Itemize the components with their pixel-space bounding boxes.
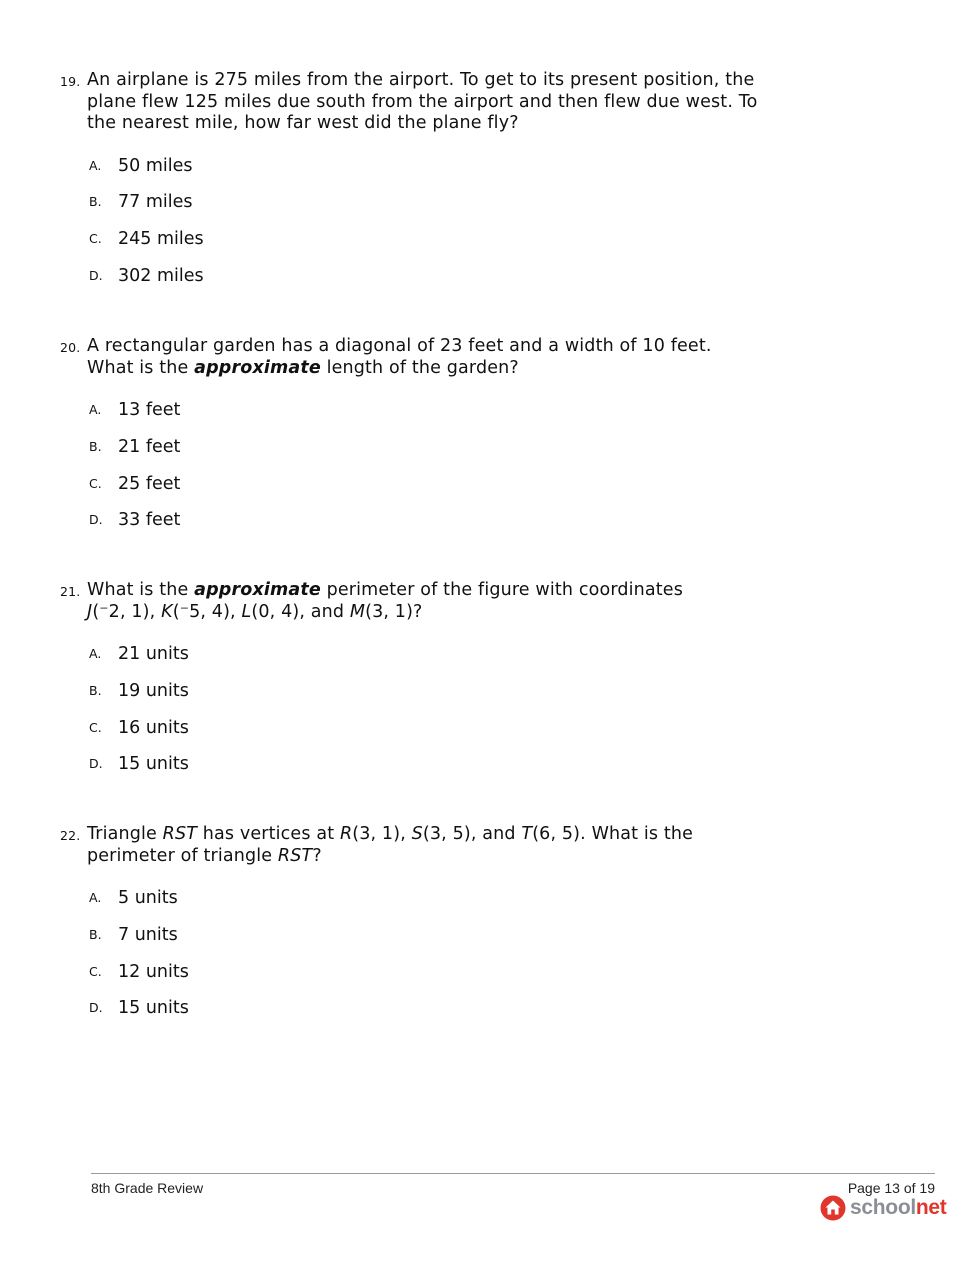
choice-text: 245 miles [118,229,204,250]
logo-wordmark: schoolnet [850,1196,947,1219]
question-stem [60,580,780,623]
question-stem [60,336,780,379]
question-text: An airplane is 275 miles from the airport. To get to its present position, the plane flew 125 miles due south from the airport and then flew due west. To the nearest mile, how far west did the plane fly? [87,70,758,133]
choice-letter: C. [89,231,102,247]
question-22 [60,824,780,1034]
choice-text: 25 feet [118,473,181,494]
choice-a[interactable] [60,643,780,680]
footer-divider [91,1173,935,1174]
question-text: A rectangular garden has a diagonal of 23 feet and a width of 10 feet. What is the approximate length of the garden? [87,336,712,378]
choice-letter: A. [89,646,102,661]
question-number: 22. [60,828,81,843]
choice-text: 7 units [118,924,178,945]
choice-text: 50 miles [118,155,193,176]
choice-letter: A. [89,890,102,905]
choice-letter: B. [89,682,102,698]
choice-b[interactable] [60,680,780,717]
choice-a[interactable] [60,155,780,192]
answer-choices [60,887,780,1034]
question-stem [60,824,780,867]
choice-c[interactable] [60,717,780,754]
choice-letter: D. [89,1000,103,1016]
choice-letter: D. [89,512,103,528]
choice-d[interactable] [60,753,780,790]
choice-letter: C. [89,475,102,491]
choice-d[interactable] [60,997,780,1034]
choice-text: 33 feet [118,510,181,531]
answer-choices [60,155,780,302]
choice-text: 16 units [118,717,189,738]
choice-letter: C. [89,719,102,735]
choice-letter: B. [89,194,102,210]
house-icon [820,1195,846,1221]
question-number: 21. [60,584,81,599]
question-number: 20. [60,340,81,355]
question-text: Triangle RST has vertices at R(3, 1), S(3, 5), and T(6, 5). What is the perimeter of triangle RST? [87,824,694,866]
choice-b[interactable] [60,924,780,961]
choice-letter: B. [89,438,102,454]
choice-letter: C. [89,963,102,979]
choice-text: 21 units [118,644,189,664]
answer-choices [60,643,780,790]
choice-c[interactable] [60,473,780,510]
choice-letter: D. [89,756,103,772]
choice-letter: A. [89,157,102,173]
choice-b[interactable] [60,191,780,228]
choice-d[interactable] [60,509,780,546]
choice-text: 77 miles [118,192,193,213]
question-21 [60,580,780,790]
question-20 [60,336,780,546]
footer-title: 8th Grade Review [91,1180,204,1196]
choice-c[interactable] [60,961,780,998]
choice-b[interactable] [60,436,780,473]
question-stem [60,70,780,135]
question-text: What is the approximate perimeter of the figure with coordinates J(⁻2, 1), K(⁻5, 4), L(0, 4), and M(3, 1)? [87,580,683,622]
choice-text: 13 feet [118,400,181,420]
choice-d[interactable] [60,265,780,302]
choice-letter: D. [89,267,103,283]
choice-text: 21 feet [118,436,181,457]
choice-letter: B. [89,926,102,942]
choice-text: 15 units [118,754,189,775]
page-number: Page 13 of 19 [847,1180,935,1196]
choice-a[interactable] [60,399,780,436]
question-number: 19. [60,74,81,89]
choice-letter: A. [89,402,102,417]
choice-text: 12 units [118,961,189,982]
choice-text: 5 units [118,888,178,908]
schoolnet-logo [820,1194,947,1222]
choice-text: 15 units [118,998,189,1019]
choice-a[interactable] [60,887,780,924]
choice-c[interactable] [60,228,780,265]
choice-text: 302 miles [118,265,204,286]
question-19 [60,70,780,302]
answer-choices [60,399,780,546]
choice-text: 19 units [118,680,189,701]
